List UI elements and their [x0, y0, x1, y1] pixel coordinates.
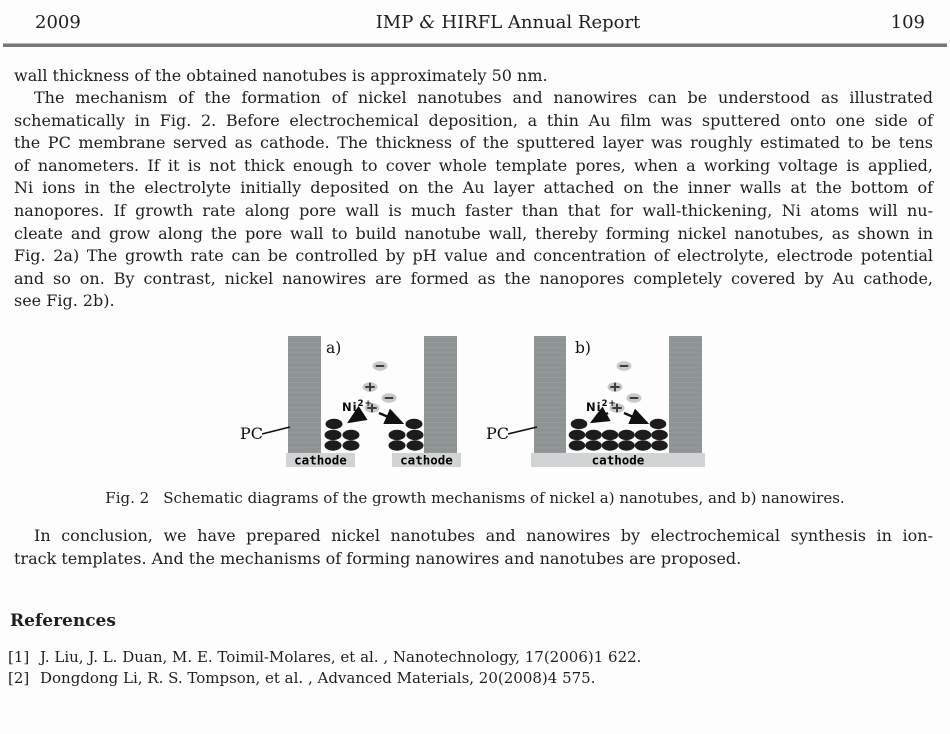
text-line: schematically in Fig. 2. Before electrochemical deposition, a thin Au film was sputtered onto one side of — [14, 110, 933, 130]
references-heading: References — [10, 611, 116, 632]
text-line: The mechanism of the formation of nickel nanotubes and nanowires can be understood as illustrated — [34, 88, 933, 108]
deposition-arrow — [379, 413, 402, 423]
text-line: cleate and grow along the pore wall to build nanotube wall, thereby forming nickel nanotubes, as shown in — [14, 223, 933, 243]
ampersand: & — [419, 12, 436, 33]
pc-label: PC — [240, 424, 264, 444]
pc-pointer-line — [508, 427, 537, 434]
page-header — [0, 0, 950, 34]
panel-a-label: a) — [326, 339, 342, 358]
anion-icon — [617, 361, 632, 371]
ni-ion-label: $Ni^{2+}$ — [586, 399, 617, 415]
paragraph-mechanism — [14, 87, 933, 313]
cathode-label: cathode — [294, 452, 347, 468]
text-line: wall thickness of the obtained nanotubes is approximately 50 nm. — [14, 65, 548, 85]
reference-number: [2] — [8, 669, 30, 688]
text-line: Fig. 2a) The growth rate can be controlled by pH value and concentration of electrolyte, electrode potential — [14, 246, 933, 266]
text-line: nanopores. If growth rate along pore wall is much faster than that for wall-thickening, Ni atoms will nu- — [14, 201, 933, 221]
anion-icon — [627, 393, 642, 403]
deposition-arrow — [349, 413, 363, 422]
anion-icon — [373, 361, 388, 371]
text-line: of nanometers. If it is not thick enough to cover whole template pores, when a working voltage is applied, — [14, 155, 933, 175]
text-line: In conclusion, we have prepared nickel nanotubes and nanowires by electrochemical synthesis in ion- — [34, 526, 933, 546]
cation-icon — [608, 382, 623, 392]
cathode-label: cathode — [400, 452, 453, 468]
cathode-label: cathode — [591, 452, 645, 468]
paragraph-conclusion — [14, 525, 933, 570]
ni-atoms-nanowire — [569, 419, 668, 451]
paragraph-continued — [14, 65, 933, 88]
reference-item — [8, 647, 933, 668]
pc-label: PC — [486, 424, 510, 444]
reference-text: J. Liu, J. L. Duan, M. E. Toimil-Molares, et al. , Nanotechnology, 17(2006)1 622. — [40, 648, 642, 667]
report-title-prefix: IMP — [375, 12, 414, 33]
figure-panel-b — [486, 336, 705, 468]
reference-item — [8, 668, 933, 689]
reference-number: [1] — [8, 648, 30, 667]
text-line: the PC membrane served as cathode. The thickness of the sputtered layer was roughly estimated to be tens — [14, 133, 933, 153]
pc-membrane-wall — [669, 336, 702, 453]
ni-atoms-nanotube — [325, 419, 424, 451]
ni-ion-label: $Ni^{2+}$ — [342, 399, 373, 415]
text-line: and so on. By contrast, nickel nanowires are formed as the nanopores completely covered by Au cathode, — [14, 268, 933, 288]
report-title-suffix: HIRFL Annual Report — [441, 12, 641, 33]
pc-membrane-wall — [424, 336, 457, 453]
text-line: see Fig. 2b). — [14, 291, 115, 311]
figure-caption — [0, 488, 950, 508]
text-line: track templates. And the mechanisms of forming nanowires and nanotubes are proposed. — [14, 548, 742, 568]
cation-icon — [363, 382, 378, 392]
body-text — [14, 65, 933, 314]
report-title — [183, 11, 833, 34]
figure-caption-number: Fig. 2 — [105, 489, 150, 508]
pc-pointer-line — [262, 427, 290, 434]
header-rule — [3, 43, 947, 47]
header-year: 2009 — [35, 12, 81, 33]
reference-text: Dongdong Li, R. S. Tompson, et al. , Advanced Materials, 20(2008)4 575. — [40, 669, 596, 688]
anion-icon — [382, 393, 397, 403]
page-number: 109 — [890, 12, 925, 33]
figure-2 — [0, 330, 950, 470]
text-line: Ni ions in the electrolyte initially deposited on the Au layer attached on the inner walls at the bottom of — [14, 178, 933, 198]
deposition-arrow — [624, 413, 647, 423]
figure-caption-text: Schematic diagrams of the growth mechanisms of nickel a) nanotubes, and b) nanowires. — [163, 489, 845, 508]
pc-membrane-wall — [288, 336, 321, 453]
panel-b-label: b) — [575, 339, 591, 358]
references-list — [8, 647, 933, 689]
pc-membrane-wall — [534, 336, 566, 453]
figure-panel-a — [240, 336, 461, 468]
deposition-arrow — [592, 413, 608, 422]
